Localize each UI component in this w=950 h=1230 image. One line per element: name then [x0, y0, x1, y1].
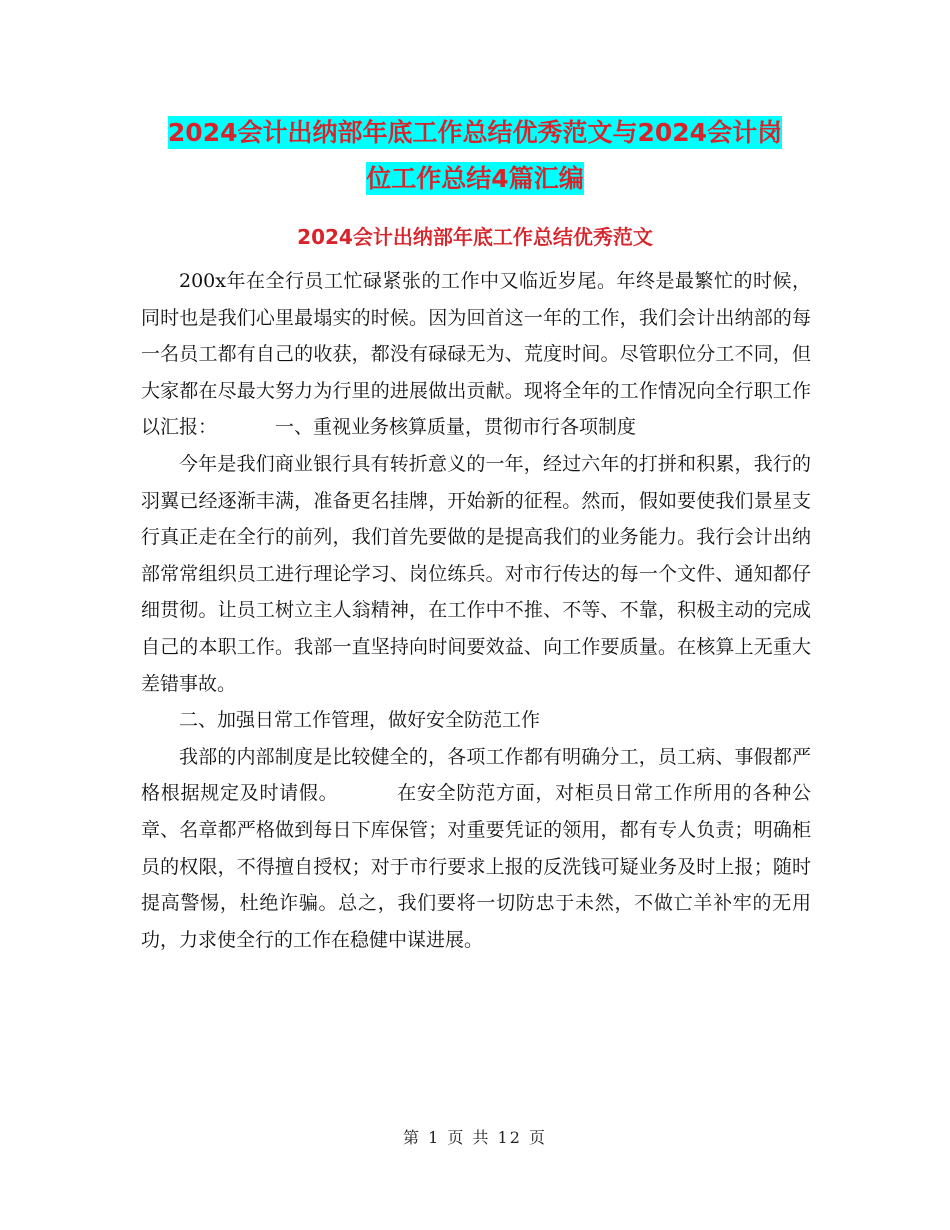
page-number: 第 1 页 共 12 页: [403, 1128, 547, 1147]
paragraph-security-text-a: 我部的内部制度是比较健全的，各项工作都有明确分工，员工病、事假都严格根据规定及时请假。: [141, 745, 811, 805]
document-body: [141, 263, 811, 958]
title-line-1: 2024会计出纳部年底工作总结优秀范文与2024会计岗: [167, 118, 783, 147]
heading-two: 二、加强日常工作管理，做好安全防范工作: [179, 709, 541, 732]
section-title: 2024会计出纳部年底工作总结优秀范文: [297, 225, 653, 249]
paragraph-security: [141, 739, 811, 959]
document-title: [140, 110, 810, 202]
paragraph-intro-text: 200x年在全行员工忙碌紧张的工作中又临近岁尾。年终是最繁忙的时候，同时也是我们心里最塌实的时候。因为回首这一年的工作，我们会计出纳部的每一名员工都有自己的收获，都没有碌碌无为、荒度时间。尽管职位分工不同，但大家都在尽最大努力为行里的进展做出贡献。现将全年的工作情况向全行职工作以汇报：: [141, 270, 811, 439]
title-line-2: 位工作总结4篇汇编: [366, 164, 584, 193]
heading-one: 一、重视业务核算质量，贯彻市行各项制度: [275, 416, 637, 439]
paragraph-business: 今年是我们商业银行具有转折意义的一年，经过六年的打拼和积累，我行的羽翼已经逐渐丰满，准备更名挂牌，开始新的征程。然而，假如要使我们景星支行真正走在全行的前列，我们首先要做的是提高我们的业务能力。我行会计出纳部常常组织员工进行理论学习、岗位练兵。对市行传达的每一个文件、通知都仔细贯彻。让员工树立主人翁精神，在工作中不推、不等、不靠，积极主动的完成自己的本职工作。我部一直坚持向时间要效益、向工作要质量。在核算上无重大差错事故。: [141, 452, 811, 695]
paragraph-intro: [141, 263, 811, 446]
paragraph-security-text-b: 在安全防范方面，对柜员日常工作所用的各种公章、名章都严格做到每日下库保管；对重要凭证的领用，都有专人负责；明确柜员的权限，不得擅自授权；对于市行要求上报的反洗钱可疑业务及时上报；随时提高警惕，杜绝诈骗。总之，我们要将一切防忠于未然，不做亡羊补牢的无用功，力求使全行的工作在稳健中谋进展。: [141, 782, 811, 951]
